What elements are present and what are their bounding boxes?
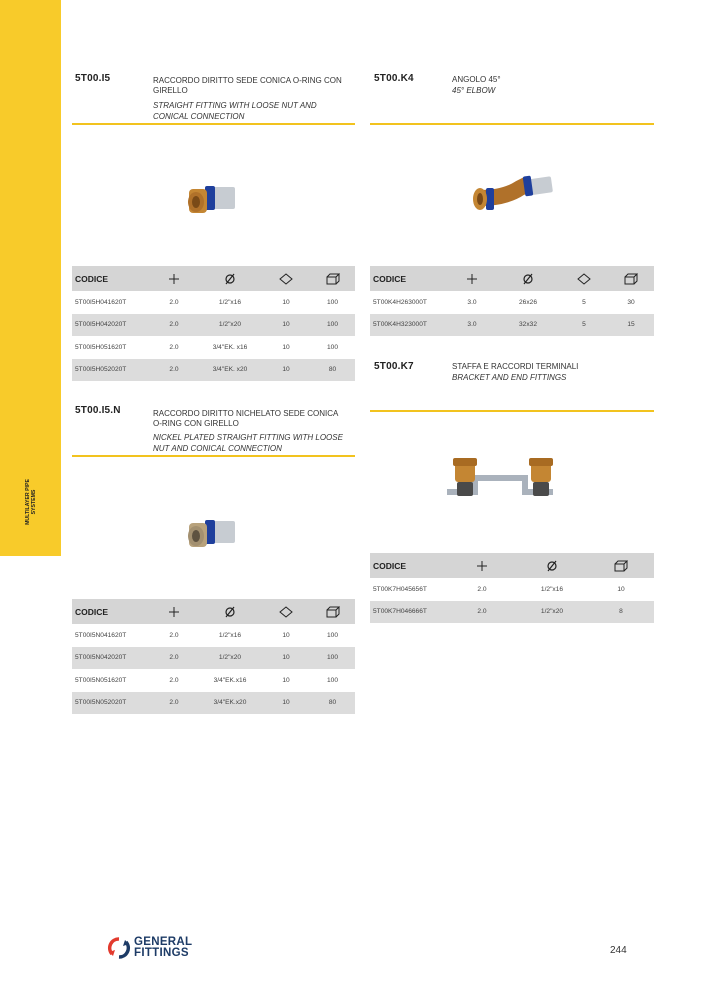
table-cell: 2.0	[169, 343, 179, 351]
table-cell: 100	[326, 343, 338, 351]
table-cell: 2.0	[169, 298, 179, 306]
product-code-cell: 5T00I5H041620T	[75, 298, 127, 306]
table-cell: 1/2"x20	[516, 601, 588, 624]
diameter-icon	[516, 553, 588, 578]
product-code-cell: 5T00I5H052020T	[72, 359, 150, 382]
table-cell: 2.0	[448, 601, 516, 624]
box-icon	[588, 553, 654, 578]
table-row	[370, 601, 654, 624]
section-divider	[370, 410, 654, 412]
product-code-cell: 5T00I5N041620T	[75, 631, 127, 639]
page-number: 244	[610, 945, 627, 956]
table-cell: 3.0	[467, 298, 477, 306]
table-row	[72, 336, 355, 359]
table-cell: 3/4"EK.x16	[213, 676, 247, 684]
table-cell: 10	[262, 647, 310, 670]
thread-icon	[448, 553, 516, 578]
table-cell: 10	[282, 631, 290, 639]
table-cell: 1/2"x16	[218, 298, 242, 306]
product-code-5t00-k4: 5T00.K4	[374, 73, 414, 84]
table-cell: 100	[326, 676, 338, 684]
table-cell: 30	[627, 298, 635, 306]
product-title-it: RACCORDO DIRITTO NICHELATO SEDE CONICA O-RING CON GIRELLO	[153, 409, 338, 428]
product-code-cell: 5T00I5N051620T	[75, 676, 127, 684]
table-cell: 80	[310, 359, 355, 382]
product-title-en: 45° ELBOW	[452, 86, 496, 95]
section-divider	[72, 455, 355, 457]
table-row	[72, 692, 355, 715]
table-row	[370, 314, 654, 337]
box-icon	[310, 599, 355, 624]
table-cell: 1/2"x16	[540, 585, 564, 593]
table-cell: 10	[282, 343, 290, 351]
codice-header: CODICE	[370, 266, 448, 291]
table-cell: 2.0	[169, 631, 179, 639]
table-cell: 15	[608, 314, 654, 337]
table-row	[72, 669, 355, 692]
bracket-fittings-photo	[435, 450, 565, 512]
spec-table-5t00-i5	[72, 266, 355, 381]
diameter-icon	[496, 266, 560, 291]
table-row	[72, 291, 355, 314]
product-code-cell: 5T00I5N052020T	[72, 692, 150, 715]
product-code-cell: 5T00I5H051620T	[75, 343, 127, 351]
table-cell: 5	[582, 298, 586, 306]
package-icon	[560, 266, 608, 291]
codice-header: CODICE	[370, 553, 448, 578]
nickel-straight-fitting-photo	[183, 515, 239, 559]
box-icon	[608, 266, 654, 291]
table-row	[72, 624, 355, 647]
table-cell: 3/4"EK.x20	[198, 692, 262, 715]
table-cell: 2.0	[477, 585, 487, 593]
product-code-cell: 5T00I5H042020T	[72, 314, 150, 337]
section-divider	[72, 123, 355, 125]
table-cell: 10	[617, 585, 625, 593]
table-cell: 10	[262, 692, 310, 715]
spec-table-5t00-k4	[370, 266, 654, 336]
table-cell: 2.0	[169, 676, 179, 684]
product-title-it: ANGOLO 45°	[452, 75, 501, 84]
table-row	[72, 647, 355, 670]
sidebar-label: MULTILAYER PIPE SYSTEMS	[24, 479, 37, 525]
table-cell: 3.0	[448, 314, 496, 337]
table-cell: 80	[310, 692, 355, 715]
product-code-5t00-i5: 5T00.I5	[75, 73, 111, 84]
logo-arrows-icon	[107, 936, 131, 960]
product-code-5t00-i5-n: 5T00.I5.N	[75, 405, 121, 416]
brand-logo	[107, 936, 192, 960]
thread-icon	[150, 266, 198, 291]
table-cell: 1/2"x20	[198, 314, 262, 337]
elbow-45-photo	[470, 170, 560, 222]
table-cell: 3/4"EK. x16	[212, 343, 248, 351]
spec-table-5t00-k7	[370, 553, 654, 623]
table-cell: 100	[326, 631, 338, 639]
table-cell: 2.0	[150, 314, 198, 337]
table-cell: 100	[310, 314, 355, 337]
product-code-cell: 5T00K7H045656T	[373, 585, 427, 593]
table-cell: 32x32	[496, 314, 560, 337]
thread-icon	[150, 599, 198, 624]
table-cell: 1/2"x16	[218, 631, 242, 639]
table-cell: 26x26	[519, 298, 537, 306]
table-cell: 2.0	[150, 359, 198, 382]
section-divider	[370, 123, 654, 125]
diameter-icon	[198, 266, 262, 291]
table-cell: 10	[262, 314, 310, 337]
product-code-cell: 5T00I5N042020T	[72, 647, 150, 670]
product-title-it: RACCORDO DIRITTO SEDE CONICA O-RING CON GIRELLO	[153, 76, 342, 95]
table-cell: 100	[310, 647, 355, 670]
table-cell: 8	[588, 601, 654, 624]
table-row	[72, 359, 355, 382]
product-title-en: NICKEL PLATED STRAIGHT FITTING WITH LOOSE NUT AND CONICAL CONNECTION	[153, 433, 343, 453]
table-cell: 100	[326, 298, 338, 306]
table-cell: 2.0	[150, 647, 198, 670]
table-cell: 5	[560, 314, 608, 337]
table-row	[370, 578, 654, 601]
product-code-5t00-k7: 5T00.K7	[374, 361, 414, 372]
product-title-en: BRACKET AND END FITTINGS	[452, 373, 567, 382]
brand-name: GENERAL FITTINGS	[134, 936, 193, 959]
table-cell: 3/4"EK. x20	[198, 359, 262, 382]
table-cell: 10	[282, 676, 290, 684]
codice-header: CODICE	[72, 599, 150, 624]
diameter-icon	[198, 599, 262, 624]
thread-icon	[448, 266, 496, 291]
table-row	[370, 291, 654, 314]
table-cell: 10	[262, 359, 310, 382]
product-title-it: STAFFA E RACCORDI TERMINALI	[452, 362, 579, 371]
table-row	[72, 314, 355, 337]
product-code-cell: 5T00K7H046666T	[370, 601, 448, 624]
table-cell: 2.0	[150, 692, 198, 715]
codice-header: CODICE	[72, 266, 150, 291]
straight-fitting-photo	[183, 180, 239, 224]
product-title-en: STRAIGHT FITTING WITH LOOSE NUT AND CONICAL CONNECTION	[153, 101, 317, 121]
spec-table-5t00-i5-n	[72, 599, 355, 714]
package-icon	[262, 266, 310, 291]
table-cell: 10	[282, 298, 290, 306]
product-code-cell: 5T00K4H263000T	[373, 298, 427, 306]
box-icon	[310, 266, 355, 291]
package-icon	[262, 599, 310, 624]
product-code-cell: 5T00K4H323000T	[370, 314, 448, 337]
table-cell: 1/2"x20	[198, 647, 262, 670]
